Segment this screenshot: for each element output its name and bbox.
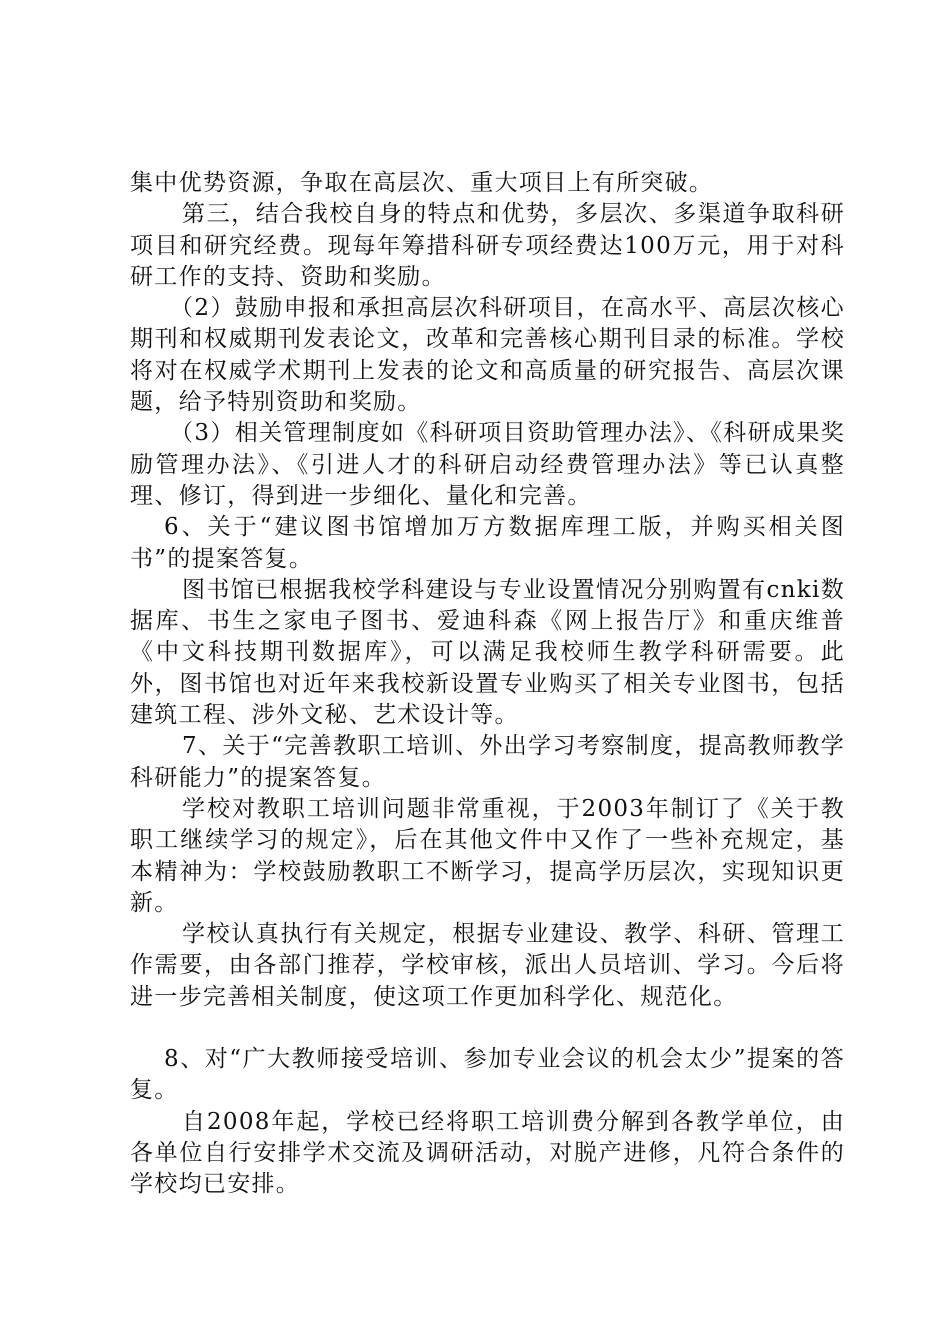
paragraph-item-2: （2）鼓励申报和承担高层次科研项目，在高水平、高层次核心期刊和权威期刊发表论文，改革和完善核心期刊目录的标准。学校将对在权威学术期刊上发表的论文和高质量的研究报告、高层次课题，给予特别资助和奖励。 — [130, 295, 845, 416]
heading-proposal-7: 7、关于“完善教职工培训、外出学习考察制度，提高教师教学科研能力”的提案答复。 — [130, 733, 845, 791]
paragraph-training-reply: 学校对教职工培训问题非常重视，于2003年制订了《关于教职工继续学习的规定》，后在其他文件中又作了一些补充规定，基本精神为：学校鼓励教职工不断学习，提高学历层次，实现知识更新。 — [130, 795, 845, 916]
document-body — [130, 168, 845, 1201]
paragraph-continuation: 集中优势资源，争取在高层次、重大项目上有所突破。 — [130, 170, 714, 196]
paragraph-third-point: 第三，结合我校自身的特点和优势，多层次、多渠道争取科研项目和研究经费。现每年筹措科研专项经费达100万元，用于对科研工作的支持、资助和奖励。 — [130, 201, 845, 290]
paragraph-library-reply: 图书馆已根据我校学科建设与专业设置情况分别购置有cnki数据库、书生之家电子图书、爱迪科森《网上报告厅》和重庆维普《中文科技期刊数据库》，可以满足我校师生教学科研需要。此外，图书馆也对近年来我校新设置专业购买了相关专业图书，包括建筑工程、涉外文秘、艺术设计等。 — [130, 576, 845, 729]
heading-proposal-8: 8、对“广大教师接受培训、参加专业会议的机会太少”提案的答复。 — [130, 1046, 845, 1104]
paragraph-spacer — [130, 1013, 845, 1044]
heading-proposal-6: 6、关于“建议图书馆增加万方数据库理工版，并购买相关图书”的提案答复。 — [130, 514, 845, 572]
paragraph-item-3: （3）相关管理制度如《科研项目资助管理办法》、《科研成果奖励管理办法》、《引进人才的科研启动经费管理办法》等已认真整理、修订，得到进一步细化、量化和完善。 — [130, 420, 845, 509]
paragraph-training-fee-reply: 自2008年起，学校已经将职工培训费分解到各教学单位，由各单位自行安排学术交流及调研活动，对脱产进修，凡符合条件的学校均已安排。 — [130, 1108, 845, 1198]
paragraph-training-execution: 学校认真执行有关规定，根据专业建设、教学、科研、管理工作需要，由各部门推荐，学校审核，派出人员培训、学习。今后将进一步完善相关制度，使这项工作更加科学化、规范化。 — [130, 921, 845, 1010]
